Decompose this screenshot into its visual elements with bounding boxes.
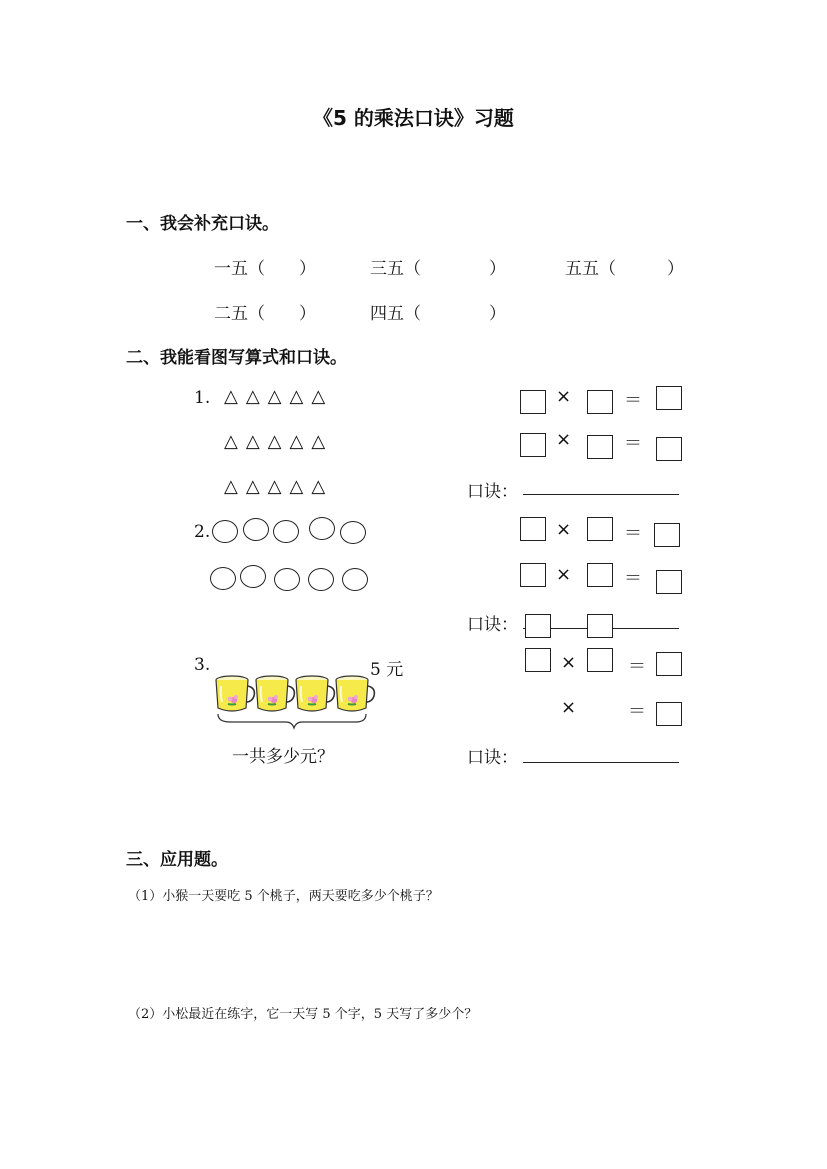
answer-box[interactable] <box>587 435 613 459</box>
circle <box>243 518 269 541</box>
answer-box[interactable] <box>656 570 682 594</box>
answer-box[interactable] <box>656 386 682 410</box>
fill-item-1x5[interactable]: 一五（ ） <box>214 259 316 279</box>
answer-box[interactable] <box>587 648 613 672</box>
triangle-row-3: △△△△△ <box>224 476 334 497</box>
brace-icon <box>218 714 366 728</box>
answer-box[interactable] <box>587 614 613 638</box>
question-1-number: 1. <box>194 388 211 408</box>
equals-sign: ＝ <box>628 701 646 722</box>
circle <box>240 565 266 588</box>
price-label: 5 元 <box>370 660 404 680</box>
answer-box[interactable] <box>656 702 682 726</box>
fill-item-3x5[interactable]: 三五（ ） <box>370 259 506 279</box>
cup-icon <box>216 676 254 711</box>
equals-sign: ＝ <box>624 433 642 454</box>
triangle-row-2: △△△△△ <box>224 431 334 452</box>
cups-illustration <box>210 672 380 730</box>
answer-box[interactable] <box>520 433 546 457</box>
answer-box[interactable] <box>654 523 680 547</box>
answer-box[interactable] <box>525 614 551 638</box>
times-sign: × <box>561 697 577 718</box>
circle <box>309 517 335 540</box>
equals-sign: ＝ <box>624 568 642 589</box>
times-sign: × <box>556 564 572 585</box>
cup-icon <box>256 676 294 711</box>
circle <box>308 568 334 591</box>
total-question: 一共多少元？ <box>232 747 334 767</box>
triangle-row-1: △△△△△ <box>224 386 334 407</box>
circle <box>274 568 300 591</box>
equals-sign: ＝ <box>628 656 646 677</box>
circle <box>212 520 238 543</box>
answer-box[interactable] <box>525 648 551 672</box>
equals-sign: ＝ <box>624 390 642 411</box>
koujue-label: 口诀： <box>467 482 518 502</box>
circle <box>273 520 299 543</box>
times-sign: × <box>556 519 572 540</box>
circle <box>342 568 368 591</box>
answer-box[interactable] <box>520 390 546 414</box>
section2-heading: 二、我能看图写算式和口诀。 <box>126 348 347 368</box>
fill-item-2x5[interactable]: 二五（ ） <box>214 304 316 324</box>
times-sign: × <box>556 429 572 450</box>
answer-box[interactable] <box>656 652 682 676</box>
answer-box[interactable] <box>587 563 613 587</box>
times-sign: × <box>556 386 572 407</box>
cup-icon <box>336 676 374 711</box>
times-sign: × <box>561 652 577 673</box>
answer-box[interactable] <box>587 517 613 541</box>
koujue-answer-line[interactable] <box>523 494 679 495</box>
application-question-2: （2）小松最近在练字，它一天写 5 个字，5 天写了多少个？ <box>128 1007 478 1022</box>
answer-box[interactable] <box>520 517 546 541</box>
answer-box[interactable] <box>656 437 682 461</box>
answer-box[interactable] <box>520 563 546 587</box>
circle <box>210 567 236 590</box>
page-title: 《5 的乘法口诀》习题 <box>313 106 514 130</box>
section1-heading: 一、我会补充口诀。 <box>126 214 279 234</box>
application-question-1: （1）小猴一天要吃 5 个桃子，两天要吃多少个桃子？ <box>128 889 439 904</box>
circle <box>340 521 366 544</box>
question-3-number: 3. <box>194 655 211 675</box>
fill-item-5x5[interactable]: 五五（ ） <box>565 259 684 279</box>
answer-box[interactable] <box>587 390 613 414</box>
question-2-number: 2. <box>194 522 211 542</box>
cup-icon <box>296 676 334 711</box>
koujue-answer-line[interactable] <box>523 762 679 763</box>
fill-item-4x5[interactable]: 四五（ ） <box>370 304 506 324</box>
koujue-label: 口诀： <box>467 615 518 635</box>
equals-sign: ＝ <box>624 523 642 544</box>
koujue-label: 口诀： <box>467 748 518 768</box>
section3-heading: 三、应用题。 <box>126 850 228 870</box>
